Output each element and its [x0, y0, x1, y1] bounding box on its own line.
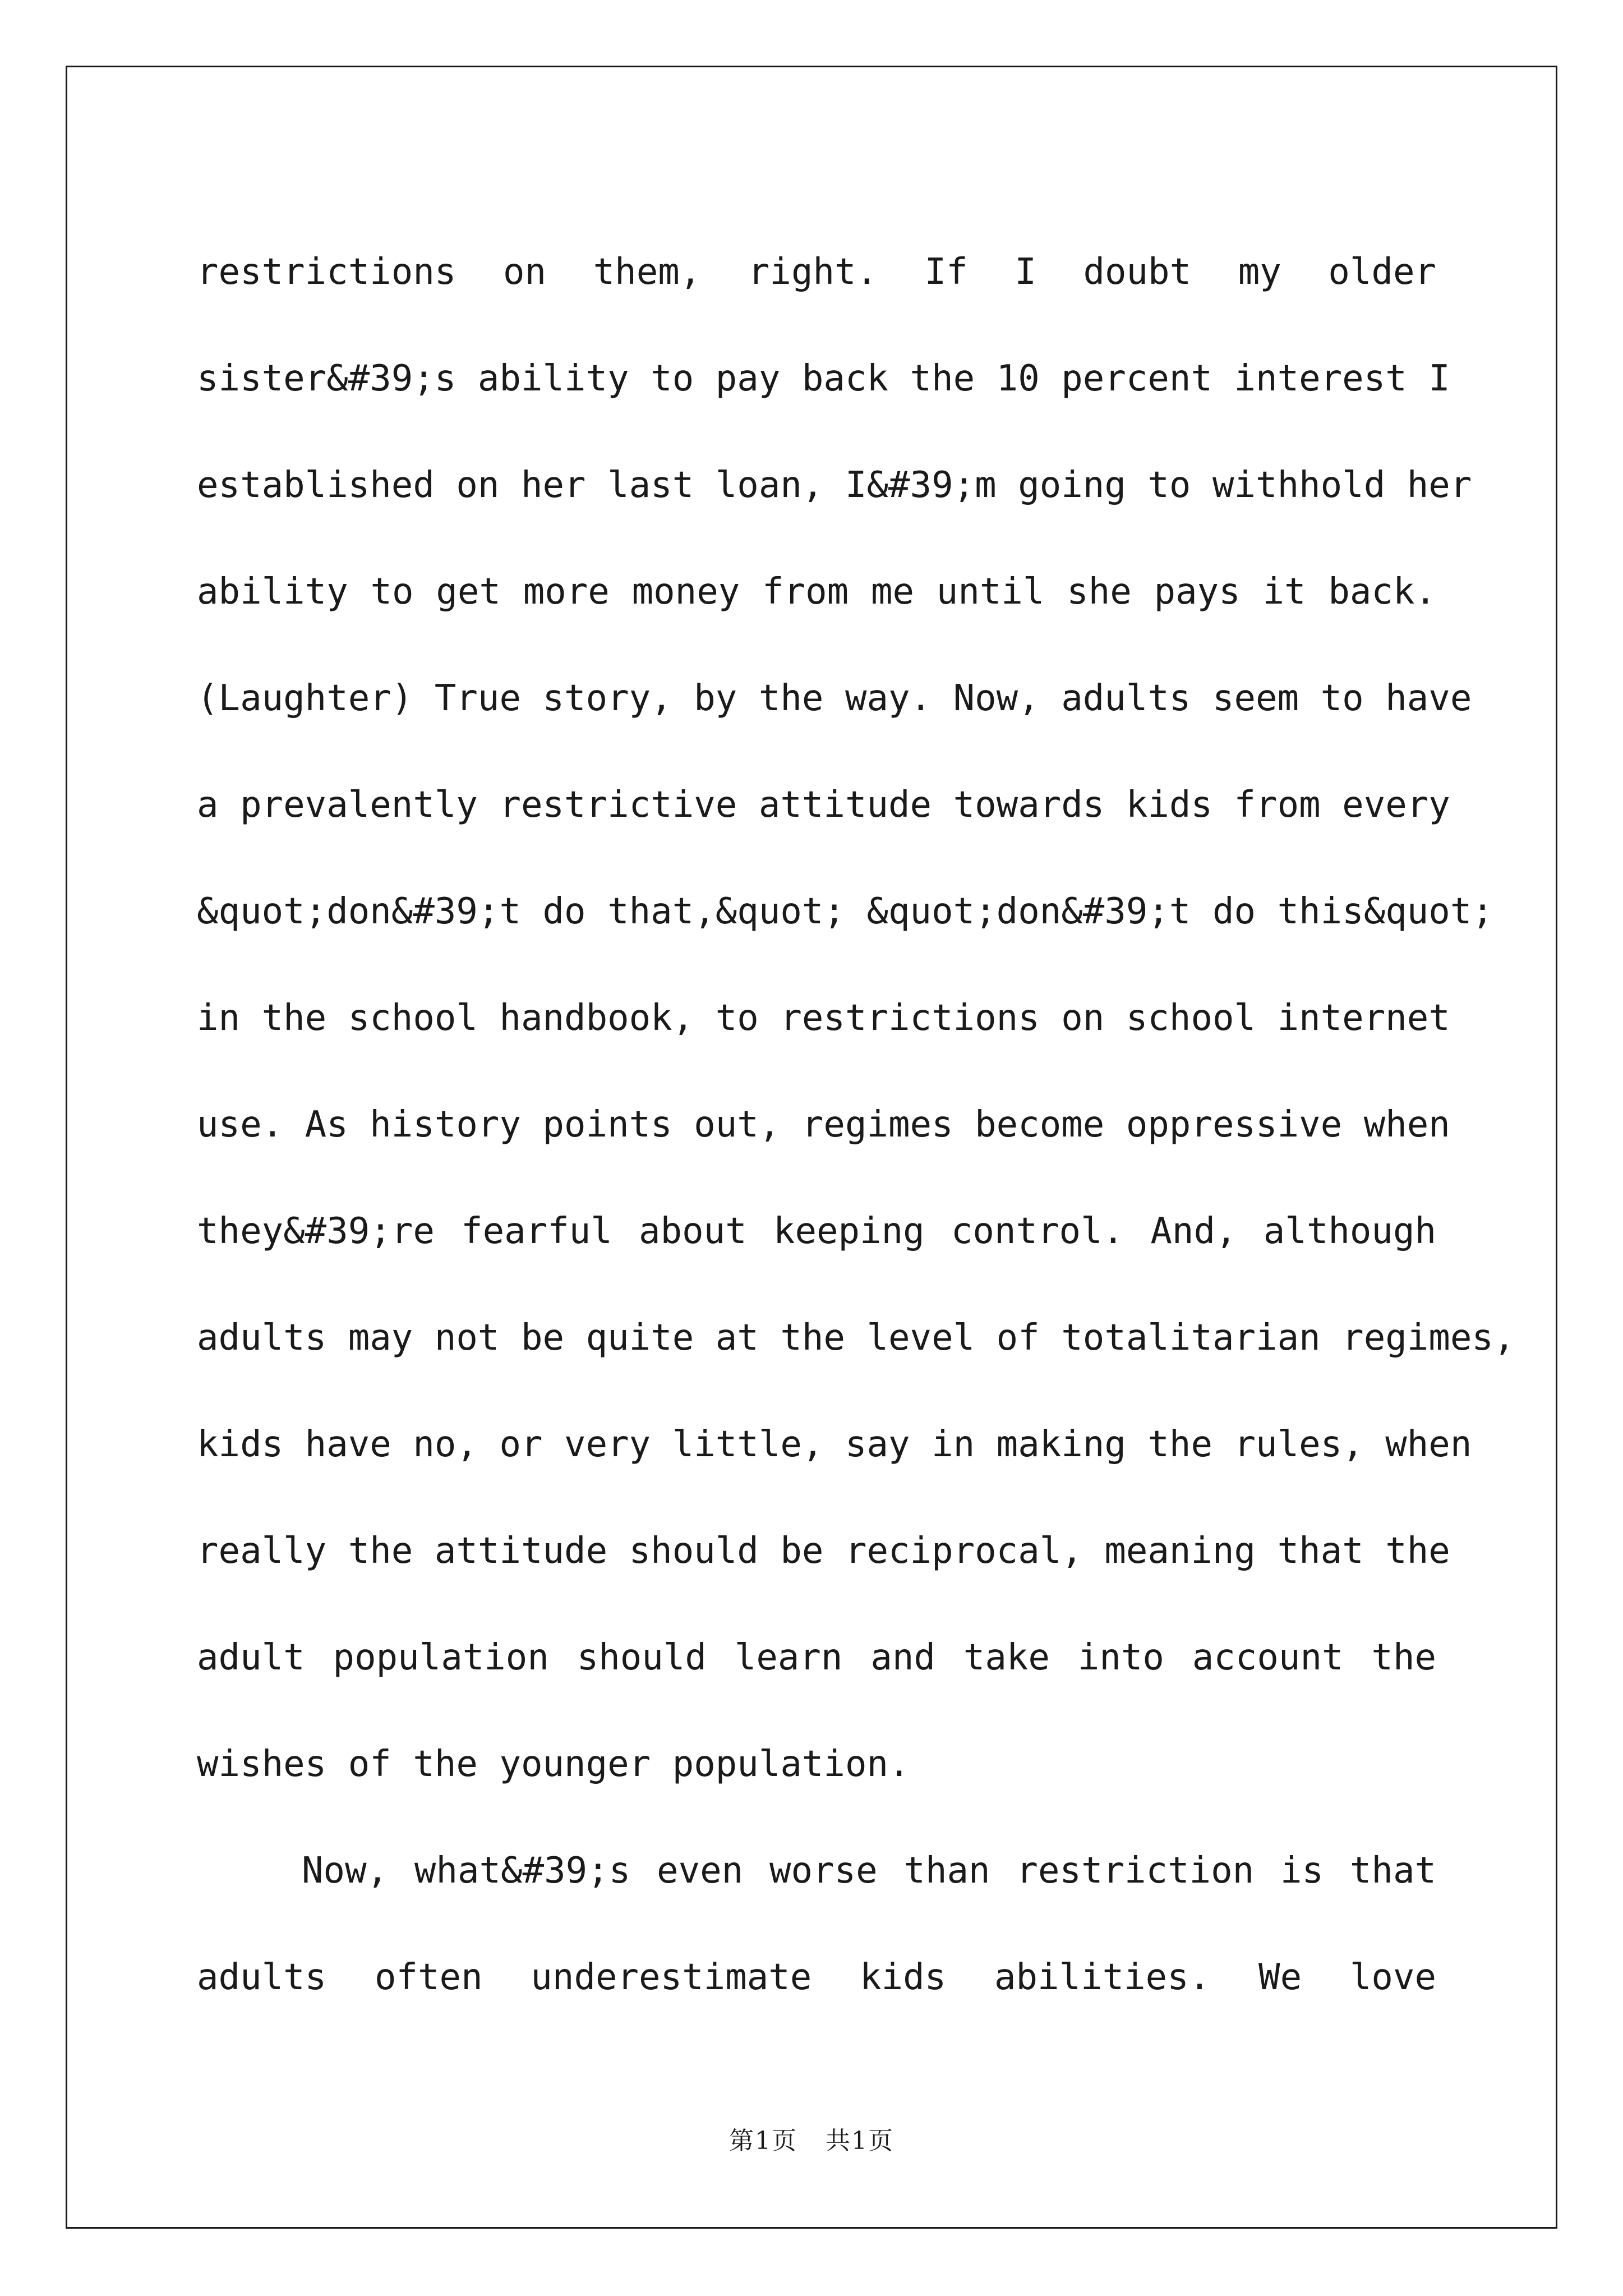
- text-line: in the school handbook, to restrictions on school internet: [197, 997, 1450, 1039]
- text-line: established on her last loan, I&#39;m going to withhold her: [197, 464, 1472, 506]
- text-line: &quot;don&#39;t do that,&quot; &quot;don&#39;t do this&quot;: [197, 891, 1493, 932]
- text-line: they&#39;re fearful about keeping control. And, although: [197, 1211, 1436, 1252]
- text-line: adults may not be quite at the level of totalitarian regimes,: [197, 1317, 1515, 1359]
- text-line: adults often underestimate kids abilities. We love: [197, 1957, 1436, 1998]
- paragraph-2: [197, 1818, 1436, 2031]
- text-line: a prevalently restrictive attitude towards kids from every: [197, 784, 1450, 826]
- text-line: adult population should learn and take into account the: [197, 1637, 1436, 1678]
- text-line: wishes of the younger population.: [197, 1743, 910, 1785]
- paragraph-1: [197, 219, 1515, 1818]
- text-line: use. As history points out, regimes become oppressive when: [197, 1104, 1450, 1145]
- page-footer: [0, 2120, 1623, 2156]
- text-line: (Laughter) True story, by the way. Now, adults seem to have: [197, 678, 1472, 719]
- page-number-current: 第1页: [729, 2127, 797, 2155]
- document-body: [197, 219, 1515, 2031]
- page-number-total: 共1页: [826, 2127, 894, 2155]
- text-line: sister&#39;s ability to pay back the 10 percent interest I: [197, 358, 1450, 399]
- text-line: really the attitude should be reciprocal, meaning that the: [197, 1530, 1450, 1572]
- text-line: Now, what&#39;s even worse than restriction is that: [302, 1850, 1436, 1892]
- text-line: kids have no, or very little, say in making the rules, when: [197, 1424, 1472, 1465]
- text-line: restrictions on them, right. If I doubt my older: [197, 251, 1436, 293]
- text-line: ability to get more money from me until she pays it back.: [197, 571, 1436, 613]
